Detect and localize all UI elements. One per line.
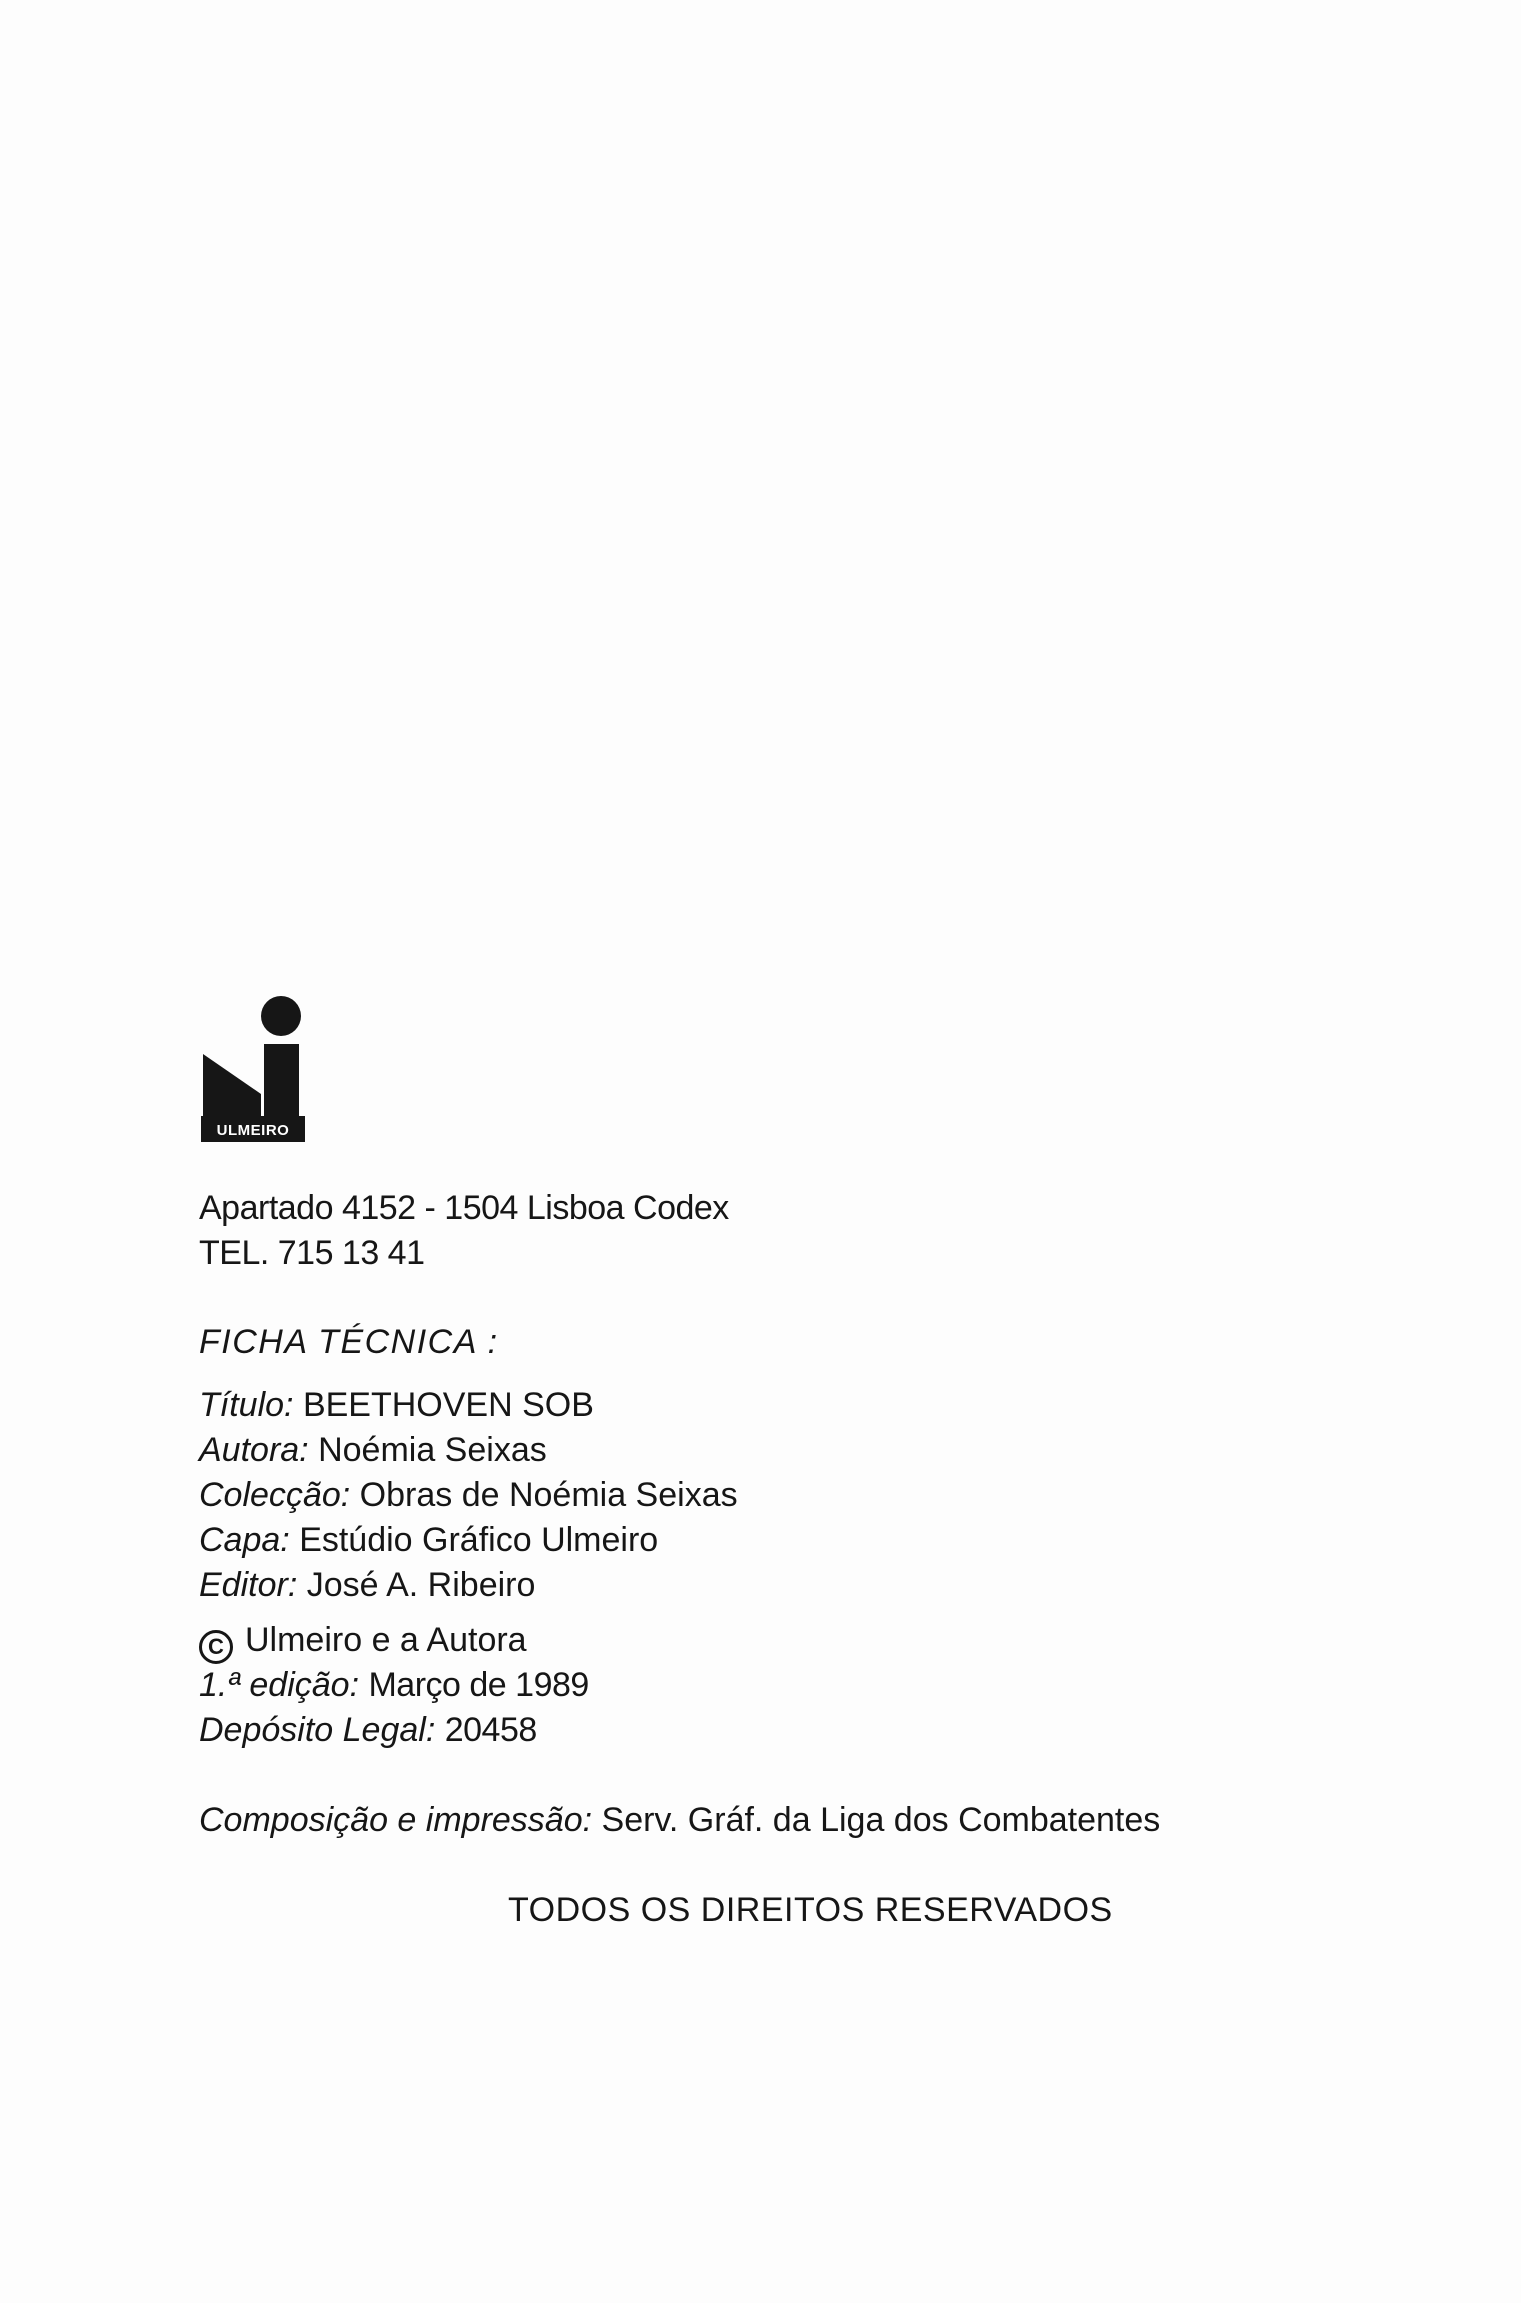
editor-label: Editor: [199,1566,298,1604]
title-entry [199,1385,594,1425]
collection-entry [199,1475,738,1515]
printing-value: Serv. Gráf. da Liga dos Combatentes [601,1801,1161,1839]
rights-notice: TODOS OS DIREITOS RESERVADOS [508,1891,1113,1929]
edition-value: Março de 1989 [368,1666,589,1704]
cover-entry [199,1520,658,1560]
edition-entry [199,1665,589,1705]
title-value: BEETHOVEN SOB [302,1386,594,1424]
editor-value: José A. Ribeiro [306,1566,536,1604]
svg-text:ULMEIRO: ULMEIRO [216,1122,290,1139]
collection-label: Colecção: [199,1476,351,1514]
title-label: Título: [199,1386,294,1424]
cover-label: Capa: [199,1521,290,1559]
deposit-label: Depósito Legal: [199,1711,436,1749]
author-value: Noémia Seixas [318,1431,547,1469]
publisher-address: Apartado 4152 - 1504 Lisboa Codex [199,1189,729,1227]
author-label: Autora: [199,1431,309,1469]
printing-entry [199,1800,1160,1840]
deposit-entry [199,1710,537,1750]
copyright-entry [199,1620,527,1664]
ulmeiro-logo [201,994,305,1142]
printing-label: Composição e impressão: [199,1801,593,1839]
author-entry [199,1430,547,1470]
edition-label: 1.ª edição: [199,1666,360,1704]
deposit-value: 20458 [444,1711,537,1749]
cover-value: Estúdio Gráfico Ulmeiro [299,1521,659,1559]
copyright-value: Ulmeiro e a Autora [245,1621,527,1659]
collection-value: Obras de Noémia Seixas [359,1476,738,1514]
copyright-icon: C [199,1630,233,1664]
editor-entry [199,1565,535,1605]
publisher-phone: TEL. 715 13 41 [199,1234,425,1272]
ficha-tecnica-heading: FICHA TÉCNICA : [199,1323,499,1361]
